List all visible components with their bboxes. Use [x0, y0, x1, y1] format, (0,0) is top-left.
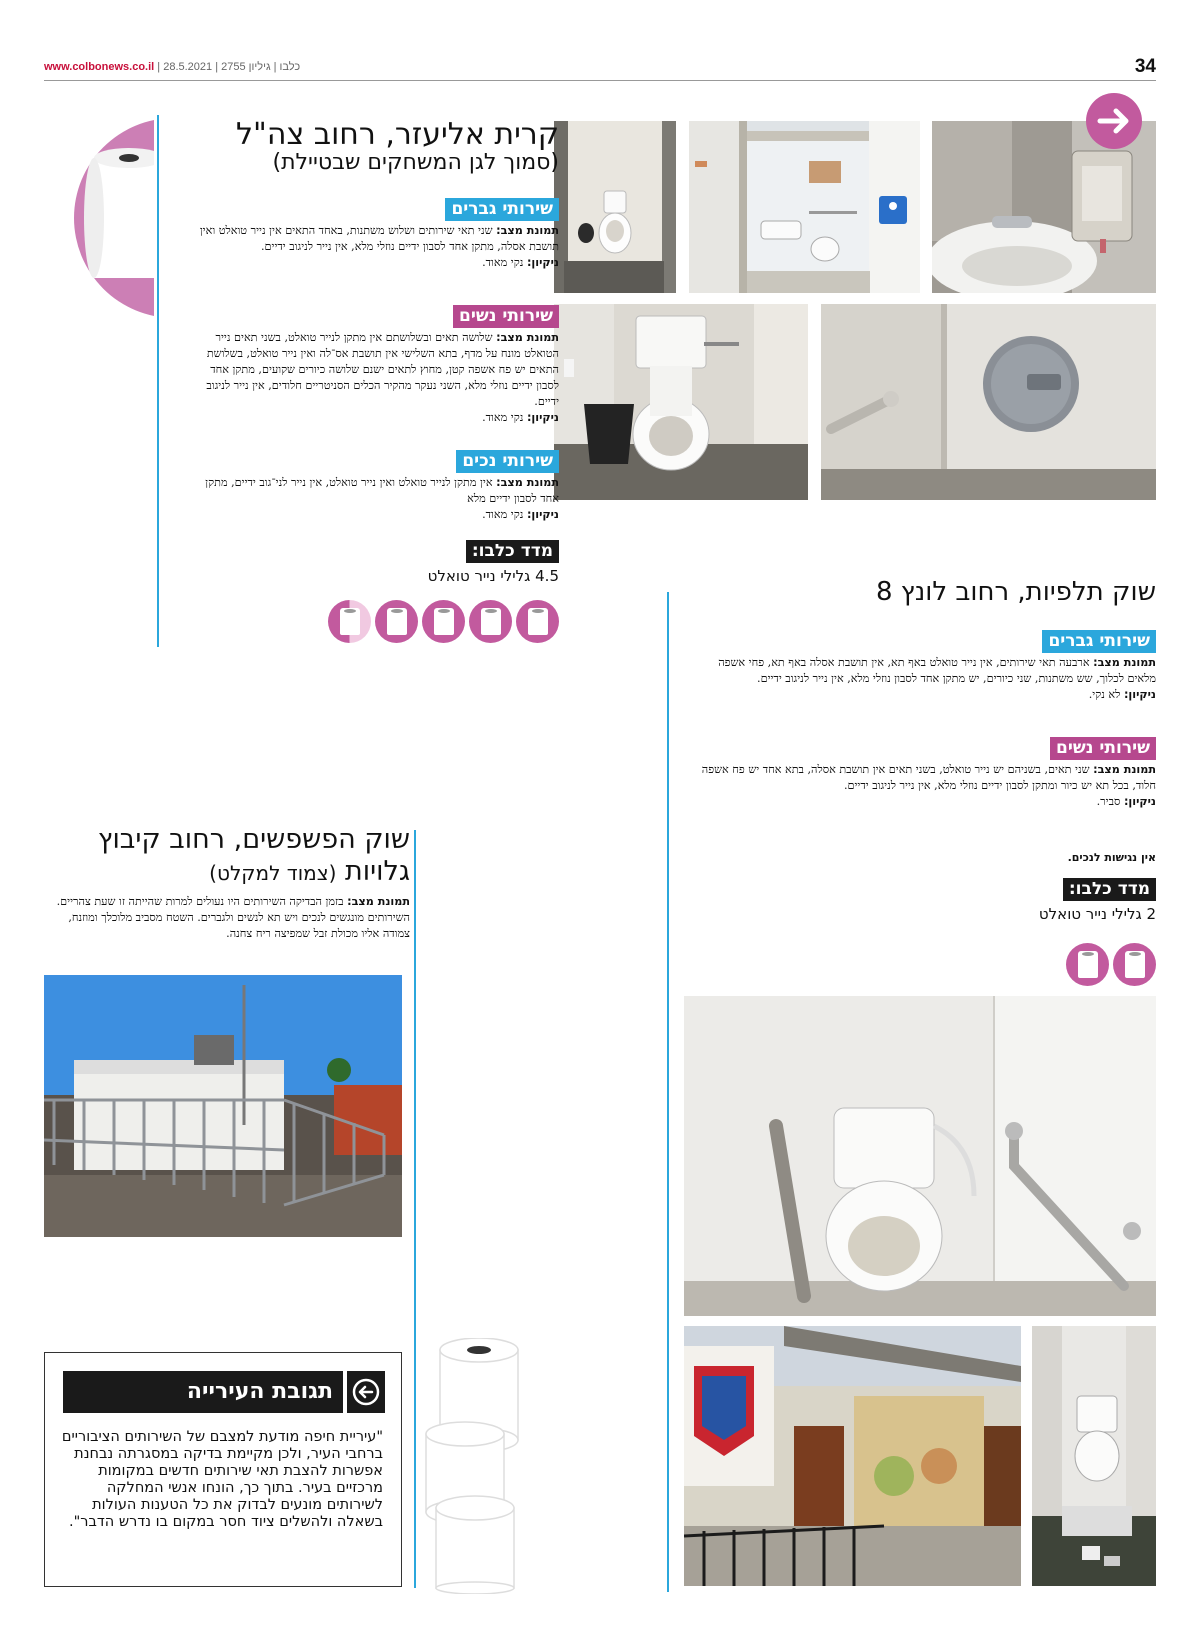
- municipality-title: תגובת העירייה: [63, 1371, 343, 1413]
- rating-label: מדד כלבו:: [1063, 878, 1156, 901]
- rating-text: 4.5 גלילי נייר טואלט: [427, 567, 559, 586]
- talpiot-rating: [696, 878, 1156, 923]
- kiryat-eliezer-title: קרית אליעזר, רחוב צה"ל: [236, 117, 559, 152]
- site-url[interactable]: www.colbonews.co.il: [44, 61, 155, 73]
- header-info: [44, 61, 300, 73]
- photo-talpiot-entrance: [684, 1326, 1021, 1586]
- toilet-roll-stack-graphic: [418, 1338, 528, 1594]
- rating-text: 2 גלילי נייר טואלט: [1038, 905, 1156, 924]
- toilet-roll-graphic: [44, 118, 154, 318]
- photo-talpiot-toilet: [684, 996, 1156, 1316]
- women-cleanliness: ניקיון: סביר.: [1096, 795, 1156, 809]
- men-state: תמונת מצב: ארבעה תאי שירותים, אין נייר טואלט באף תא, אין תושבת אסלה באף תא, פחי אשפה מלאים לכלוך, שש משתנות, שני כיורים, יש מתקן אחד לסבון נוזלי מלא, אין נייר לניגוב ידיים.: [718, 656, 1156, 686]
- women-state: תמונת מצב: שני תאים, בשניהם יש נייר טואלט, בשני תאים אין תושבת אסלה, בתא אחד יש פח אשפה חלוד, בכל תא יש כיור ומתקן לסבון ידיים נוזלי מלא, אין נייר לניגוב ידיים.: [701, 763, 1156, 793]
- toilet-roll-icon: [1113, 943, 1156, 986]
- photo-toilet-with-bin: [554, 304, 808, 500]
- issue-info: | כלבו | גיליון 2755 | 28.5.2021: [157, 61, 301, 73]
- photo-empty-holder: [821, 304, 1156, 500]
- women-cleanliness: ניקיון: נקי מאוד.: [482, 411, 559, 425]
- talpiot-title: שוק תלפיות, רחוב לונץ 8: [876, 577, 1156, 607]
- men-cleanliness: ניקיון: נקי מאוד.: [482, 256, 559, 270]
- municipality-text: "עיריית חיפה מודעת למצבם של השירותים הציבוריים ברחבי העיר, ולכן מקיימת בדיקה במסגרתה נבחנת אפשרות להצבת תאי שירותים חדשים במקומות מרכזיים בעיר. בתוך כך, הונחו אנשי המחלקה לשירותים מונעים לבדוק את כל הטענות העולות בשאלה ולהשלים ציוד חסר במקום בו נדרש הדבר".: [61, 1429, 383, 1530]
- men-label: שירותי גברים: [445, 198, 559, 221]
- arrow-right-icon[interactable]: [1086, 93, 1142, 149]
- toilet-roll-half-icon: [328, 600, 371, 643]
- photo-accessible-room: [689, 121, 920, 293]
- disabled-state: תמונת מצב: אין מתקן לנייר טואלט ואין נייר טואלט, אין נייר לני־גוב ידיים, מתקן אחד לסבון ידיים מלא: [205, 476, 559, 506]
- women-state: תמונת מצב: שלושה תאים ובשלושתם אין מתקן לנייר טואלט, בשני תאים נייר הטואלט מונח על מדף, בתא השלישי אין תושבת אס־לה ואין נייר טואלט, בשלושת התאים יש פח אשפה קטן, מחוץ לתאים ישנם שלושה כיורים שקועים, מתקן אחד לסבון ידיים נוזלי מלא, השני נעקר מהקיר הכלים הסניטריים חלודים, אין נייר לניגוב ידיים.: [206, 331, 559, 409]
- talpiot-men-section: [696, 630, 1156, 703]
- women-label: שירותי נשים: [453, 305, 559, 328]
- photo-mens-stall: [554, 121, 676, 293]
- municipality-response-box: [44, 1352, 402, 1587]
- photo-talpiot-stall: [1032, 1326, 1156, 1586]
- photo-flea-market: [44, 975, 402, 1237]
- women-label: שירותי נשים: [1050, 737, 1156, 760]
- men-state: תמונת מצב: שני תאי שירותים ושלוש משתנות, באחד התאים אין נייר טואלט ואין תושבת אסלה, מתקן אחד לסבון ידיים נוזלי מלא, אין נייר לניגוב ידיים.: [199, 224, 559, 254]
- toilet-roll-icon: [469, 600, 512, 643]
- kiryat-rating: [197, 540, 559, 585]
- column-divider: [157, 115, 159, 647]
- disabled-label: שירותי נכים: [456, 450, 559, 473]
- men-cleanliness: ניקיון: לא נקי.: [1088, 688, 1156, 702]
- header-rule: [44, 80, 1156, 81]
- flea-market-title-line2: גלויות (צמוד למקלט): [209, 856, 410, 887]
- kiryat-disabled-section: [197, 450, 559, 523]
- disabled-cleanliness: ניקיון: נקי מאוד.: [482, 508, 559, 522]
- kiryat-women-section: [197, 305, 559, 426]
- toilet-roll-icon: [516, 600, 559, 643]
- toilet-roll-icon: [375, 600, 418, 643]
- column-divider: [667, 592, 669, 1592]
- talpiot-rating-rolls: [1066, 943, 1156, 986]
- column-divider: [414, 830, 416, 1588]
- rating-label: מדד כלבו:: [466, 540, 559, 563]
- kiryat-rating-rolls: [328, 600, 559, 643]
- page-number: 34: [1134, 56, 1156, 77]
- toilet-roll-icon: [422, 600, 465, 643]
- men-label: שירותי גברים: [1042, 630, 1156, 653]
- talpiot-women-section: [696, 737, 1156, 810]
- arrow-left-icon: [347, 1371, 385, 1413]
- kiryat-eliezer-subtitle: (סמוך לגן המשחקים שבטיילת): [272, 150, 559, 175]
- toilet-roll-icon: [1066, 943, 1109, 986]
- flea-market-title-line1: שוק הפשפשים, רחוב קיבוץ: [97, 824, 410, 855]
- accessibility-note: אין נגישות לנכים.: [1067, 851, 1156, 864]
- kiryat-men-section: [197, 198, 559, 271]
- flea-market-state: תמונת מצב: בזמן הבדיקה השירותים היו נעולים למרות שהייתה זו שעת צהריים. השירותים מונגשים לנכים ויש תא לנשים ולגברים. השטח מסביב מלוכלך ומוזנח, צמודה אליו מכולת זבל שמפיצה ריח צחנה.: [56, 895, 410, 940]
